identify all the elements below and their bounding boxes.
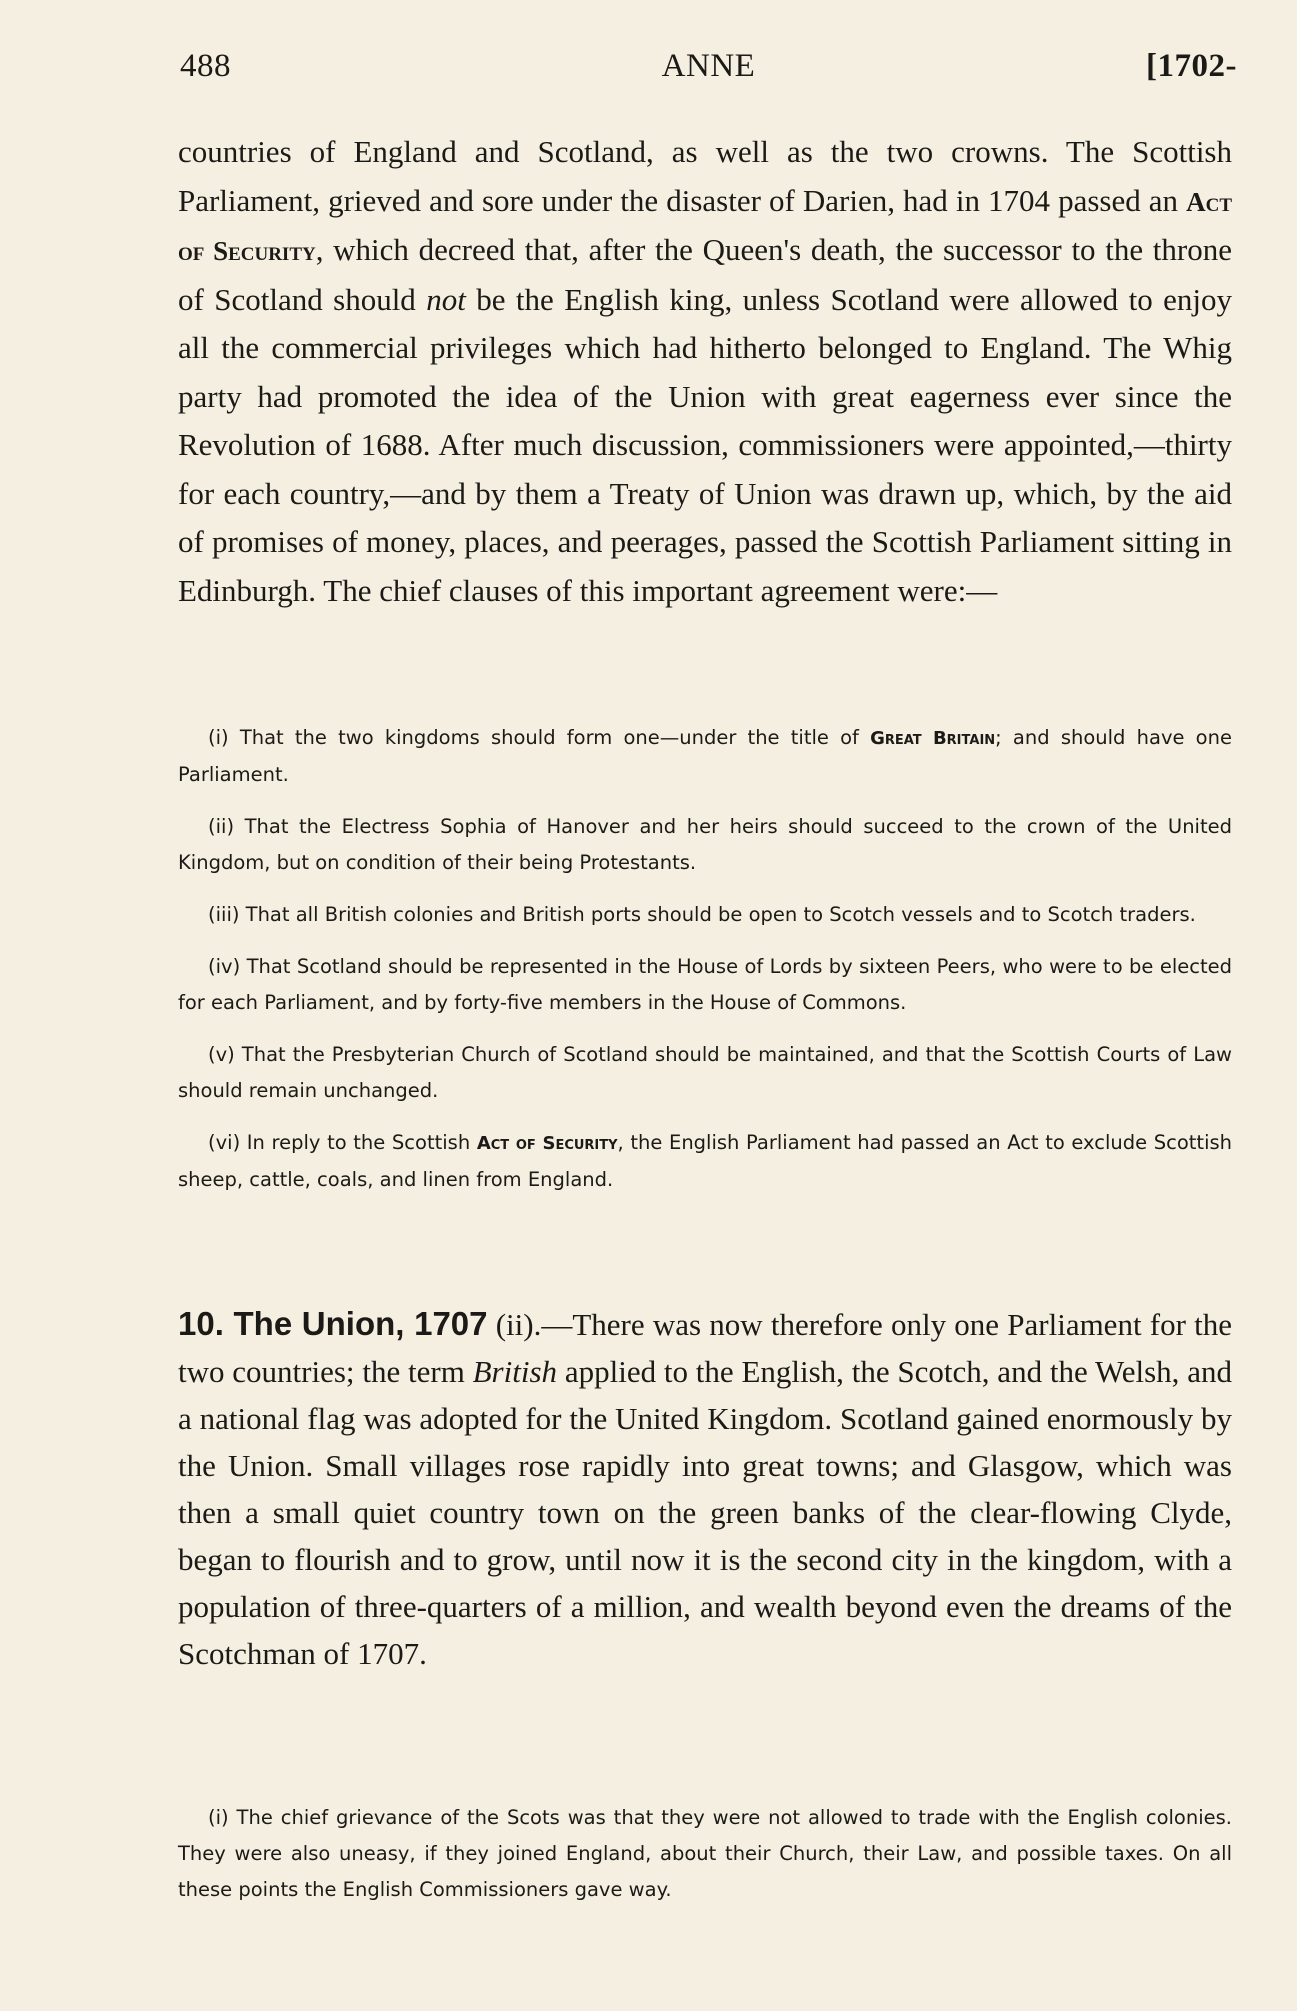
treaty-clauses (178, 720, 1232, 1214)
running-header (180, 48, 1237, 92)
clause-2: (ii) That the Electress Sophia of Hanover and her heirs should succeed to the crown of the United Kingdom, but on condition of their being Protestants. (178, 815, 1232, 874)
clause-5: (v) That the Presbyterian Church of Scotland should be maintained, and that the Scottish Courts of Law should remain unchanged. (178, 1043, 1232, 1102)
clause-4: (iv) That Scotland should be represented in the House of Lords by sixteen Peers, who were to be elected for each Parliament, and by forty-five members in the House of Commons. (178, 955, 1232, 1014)
footnote: (i) The chief grievance of the Scots was that they were not allowed to trade with the English colonies. They were also uneasy, if they joined England, about their Church, their Law, and possible taxes. On all these points the English Commissioners gave way. (178, 1806, 1232, 1901)
section-10: 10. The Union, 1707 (ii).—There was now therefore only one Parliament for the two countries; the term British applied to the English, the Scotch, and the Welsh, and a national flag was adopted for the United Kingdom. Scotland gained enormously by the Union. Small villages rose rapidly into great towns; and Glasgow, which was then a small quiet country town on the green banks of the clear-flowing Clyde, began to flourish and to grow, until now it is the second city in the kingdom, with a population of three-quarters of a million, and wealth beyond even the dreams of the Scotchman of 1707. (178, 1305, 1233, 1671)
footnote-block (178, 1800, 1232, 1924)
great-britain-term: Great Britain (870, 728, 996, 749)
emphasis-not: not (426, 281, 466, 317)
date-range: [1702- (1146, 48, 1237, 84)
act-of-security-term: Act of Security (178, 186, 1232, 266)
clause-1: (i) That the two kingdoms should form one—under the title of Great Britain; and should have one Parliament. (178, 726, 1232, 786)
clause-6: (vi) In reply to the Scottish Act of Security, the English Parliament had passed an Act to exclude Scottish sheep, cattle, coals, and linen from England. (178, 1131, 1233, 1191)
section-ref: (ii). (487, 1307, 542, 1342)
act-of-security-term-2: Act of Security (476, 1133, 618, 1154)
emphasis-british: British (472, 1354, 558, 1389)
page-number: 488 (180, 48, 231, 84)
main-paragraph: countries of England and Scotland, as well as the two crowns. The Scottish Parliament, grieved and sore under the disaster of Darien, had in 1704 passed an Act of Security, which decreed that, after the Queen's death, the successor to the throne of Scotland should not be the English king, unless Scotland were allowed to enjoy all the commercial privileges which had hitherto belonged to England. The Whig party had promoted the idea of the Union with great eagerness ever since the Revolution of 1688. After much discussion, commissioners were appointed,—thirty for each country,—and by them a Treaty of Union was drawn up, which, by the aid of promises of money, places, and peerages, passed the Scottish Parliament sitting in Edinburgh. The chief clauses of this important agreement were:— (178, 134, 1232, 608)
section-heading: 10. The Union, 1707 (178, 1305, 488, 1342)
running-title: ANNE (661, 48, 756, 84)
clause-3: (iii) That all British colonies and British ports should be open to Scotch vessels and to Scotch traders. (208, 903, 1196, 926)
